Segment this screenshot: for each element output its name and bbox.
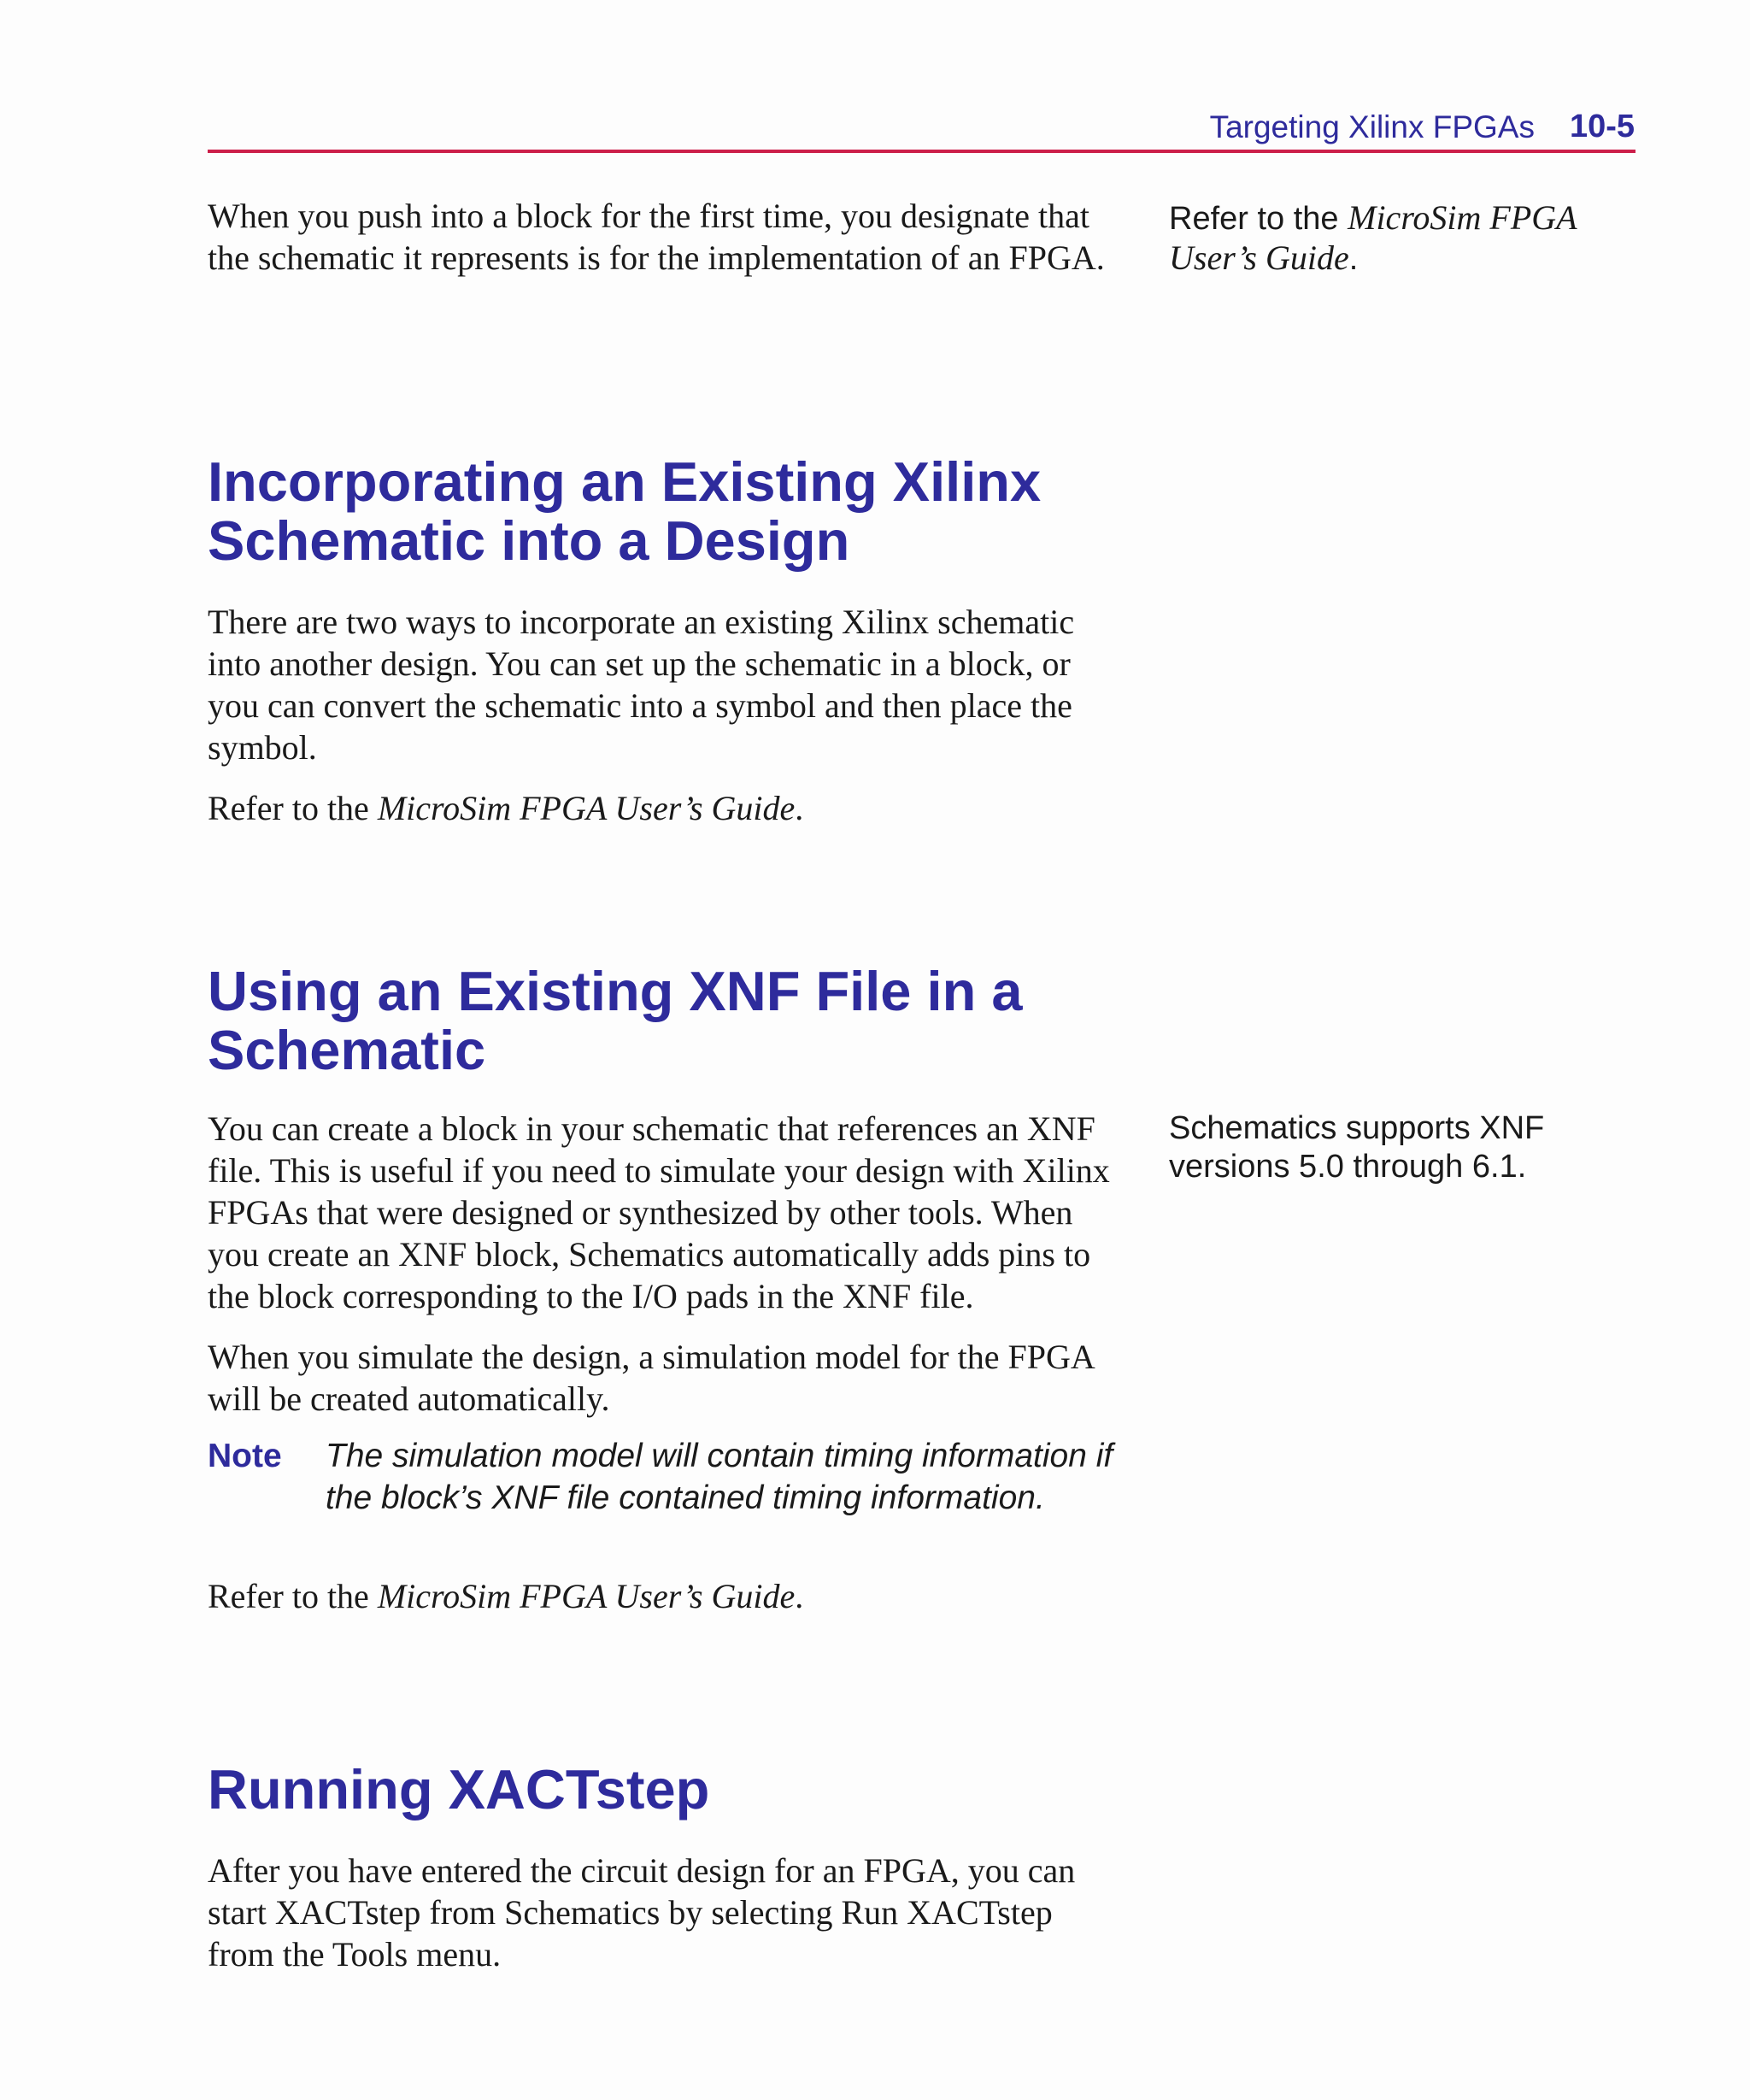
section-heading-incorporating: Incorporating an Existing Xilinx Schematic into a Design [208,450,1042,572]
header-rule [208,150,1635,153]
section1-paragraph: There are two ways to incorporate an existing Xilinx schematic into another design. You can set up the schematic in a block, or you can convert the schematic into a symbol and then place the symbol. [208,603,1075,767]
section1-body [208,601,1122,829]
note-text: The simulation model will contain timing information if the block’s XNF file contained timing information. [326,1438,1113,1516]
section-heading-running-xactstep: Running XACTstep [208,1758,710,1821]
intro-margin-note [1169,198,1630,279]
reference-suffix: . [795,789,804,827]
running-title: Targeting Xilinx FPGAs [1209,109,1535,144]
margin-note-suffix: . [1348,241,1359,277]
section-heading-using-xnf: Using an Existing XNF File in a Schematic [208,960,1023,1081]
note-label: Note [208,1438,282,1474]
page-number: 10-5 [1569,109,1635,144]
xnf-margin-note: Schematics supports XNF versions 5.0 through 6.1. [1169,1110,1545,1185]
reference-title: MicroSim FPGA User’s Guide [377,789,796,827]
reference-suffix: . [795,1577,804,1615]
note-block [208,1435,1122,1562]
section1-reference [208,787,1122,829]
margin-note-prefix: Refer to the [1169,201,1348,237]
section2-paragraph1: You can create a block in your schematic that references an XNF file. This is useful if you need to simulate your design with Xilinx FPGAs that were designed or synthesized by other tools. When you create an XNF block, Schematics automatically adds pins to the block corresponding to the I/O pads in the XNF file. [208,1109,1110,1315]
section3-paragraph: After you have entered the circuit design for an FPGA, you can start XACTstep from Schematics by selecting Run XACTstep from the Tools menu. [208,1851,1076,1974]
intro-paragraph: When you push into a block for the first time, you designate that the schematic it represents is for the implementation of an FPGA. [208,197,1105,277]
section2-reference [208,1575,1122,1617]
section2-paragraph2: When you simulate the design, a simulation model for the FPGA will be created automatically. [208,1338,1094,1418]
reference-title: MicroSim FPGA User’s Guide [377,1577,796,1615]
reference-prefix: Refer to the [208,789,378,827]
reference-prefix: Refer to the [208,1577,378,1615]
section2-body [208,1108,1122,1617]
margin-note-title: MicroSim FPGA User’s Guide [1169,198,1577,277]
